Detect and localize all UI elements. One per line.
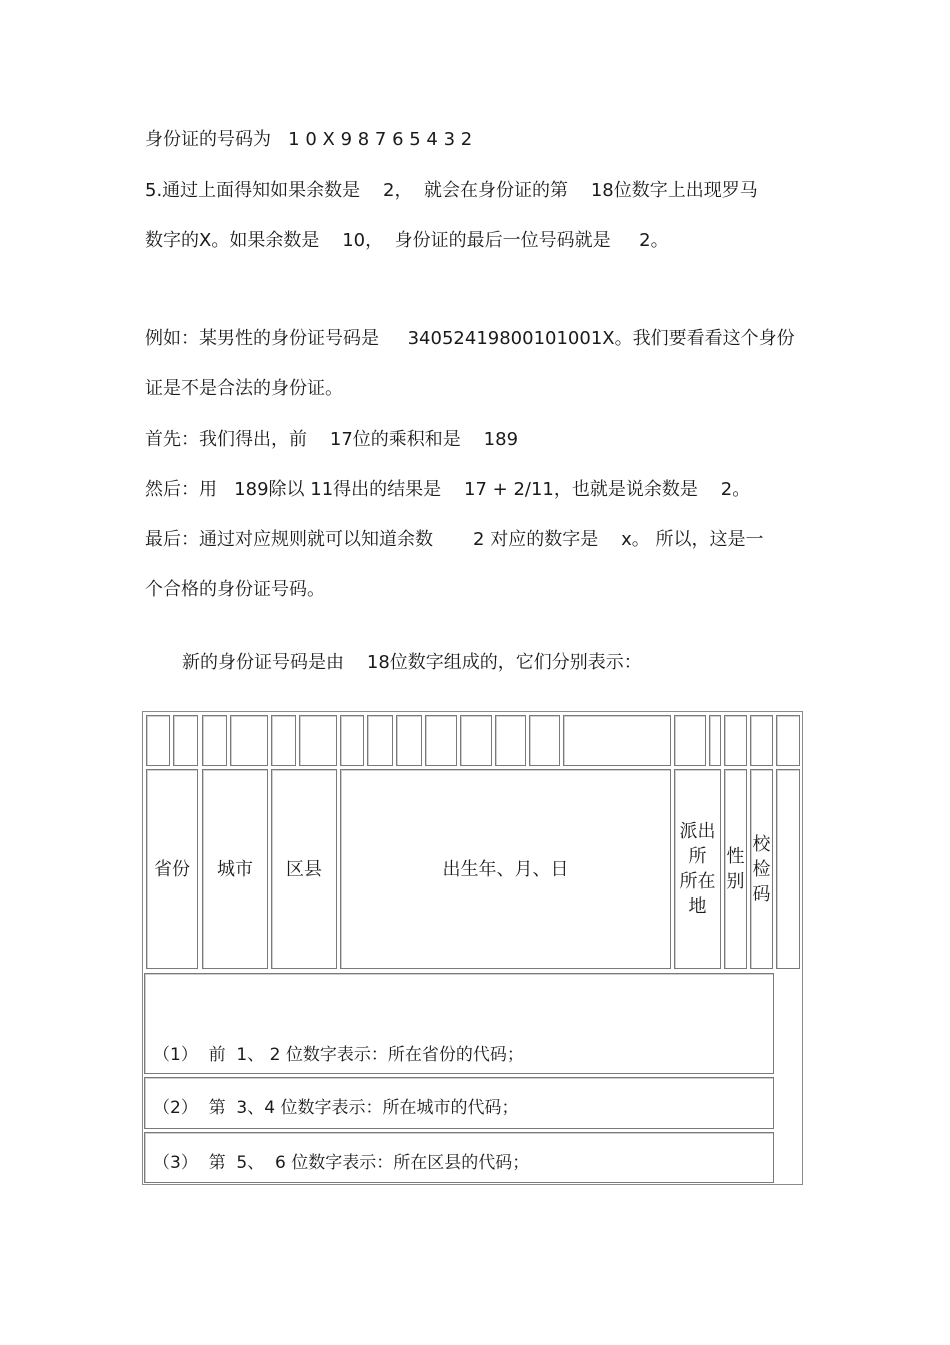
header-police-station: 派出 所 所在 地 xyxy=(674,769,721,969)
paragraph-2: 5.通过上面得知如果余数是 2， 就会在身份证的第 18位数字上出现罗马 xyxy=(145,180,758,201)
header-check-code: 校 检 码 xyxy=(750,769,773,969)
digit-cell xyxy=(173,715,198,766)
digit-cell xyxy=(396,715,422,766)
header-blank xyxy=(776,769,800,969)
digit-cell xyxy=(202,715,227,766)
paragraph-5: 证是不是合法的身份证。 xyxy=(145,378,343,399)
digit-cell xyxy=(529,715,560,766)
digit-cell xyxy=(367,715,393,766)
id-structure-table xyxy=(142,711,803,1185)
paragraph-10: 新的身份证号码是由 18位数字组成的，它们分别表示： xyxy=(182,652,642,673)
header-gender: 性 别 xyxy=(724,769,747,969)
digit-cell xyxy=(709,715,721,766)
paragraph-3: 数字的Ⅹ。如果余数是 10， 身份证的最后一位号码就是 2。 xyxy=(145,230,669,251)
paragraph-8: 最后：通过对应规则就可以知道余数 2 对应的数字是 x。 所以，这是一 xyxy=(145,529,764,550)
paragraph-6: 首先：我们得出，前 17位的乘积和是 189 xyxy=(145,429,519,450)
digit-cell xyxy=(425,715,457,766)
digit-cell xyxy=(674,715,706,766)
header-province: 省份 xyxy=(146,769,198,969)
digit-cell xyxy=(230,715,268,766)
digit-cell xyxy=(724,715,747,766)
description-row: （3） 第 5、 6 位数字表示：所在区县的代码； xyxy=(144,1132,774,1183)
digit-cell xyxy=(340,715,364,766)
header-birth-date: 出生年、月、日 xyxy=(340,769,671,969)
description-row: （2） 第 3、4 位数字表示：所在城市的代码； xyxy=(144,1077,774,1129)
digit-cell xyxy=(299,715,337,766)
digit-cell xyxy=(146,715,170,766)
paragraph-9: 个合格的身份证号码。 xyxy=(145,579,325,600)
paragraph-4: 例如：某男性的身份证号码是 34052419800101001X。我们要看看这个身份 xyxy=(145,328,795,349)
header-county: 区县 xyxy=(271,769,337,969)
paragraph-1: 身份证的号码为 1 0 X 9 8 7 6 5 4 3 2 xyxy=(145,129,473,150)
description-row: （1） 前 1、 2 位数字表示：所在省份的代码； xyxy=(144,973,774,1074)
digit-cell xyxy=(271,715,296,766)
paragraph-7: 然后：用 189除以 11得出的结果是 17 + 2/11，也就是说余数是 2。 xyxy=(145,479,751,500)
digit-cell xyxy=(495,715,526,766)
digit-cell xyxy=(460,715,492,766)
digit-cell xyxy=(776,715,800,766)
digit-cell xyxy=(750,715,773,766)
digit-cell xyxy=(563,715,671,766)
header-city: 城市 xyxy=(202,769,268,969)
